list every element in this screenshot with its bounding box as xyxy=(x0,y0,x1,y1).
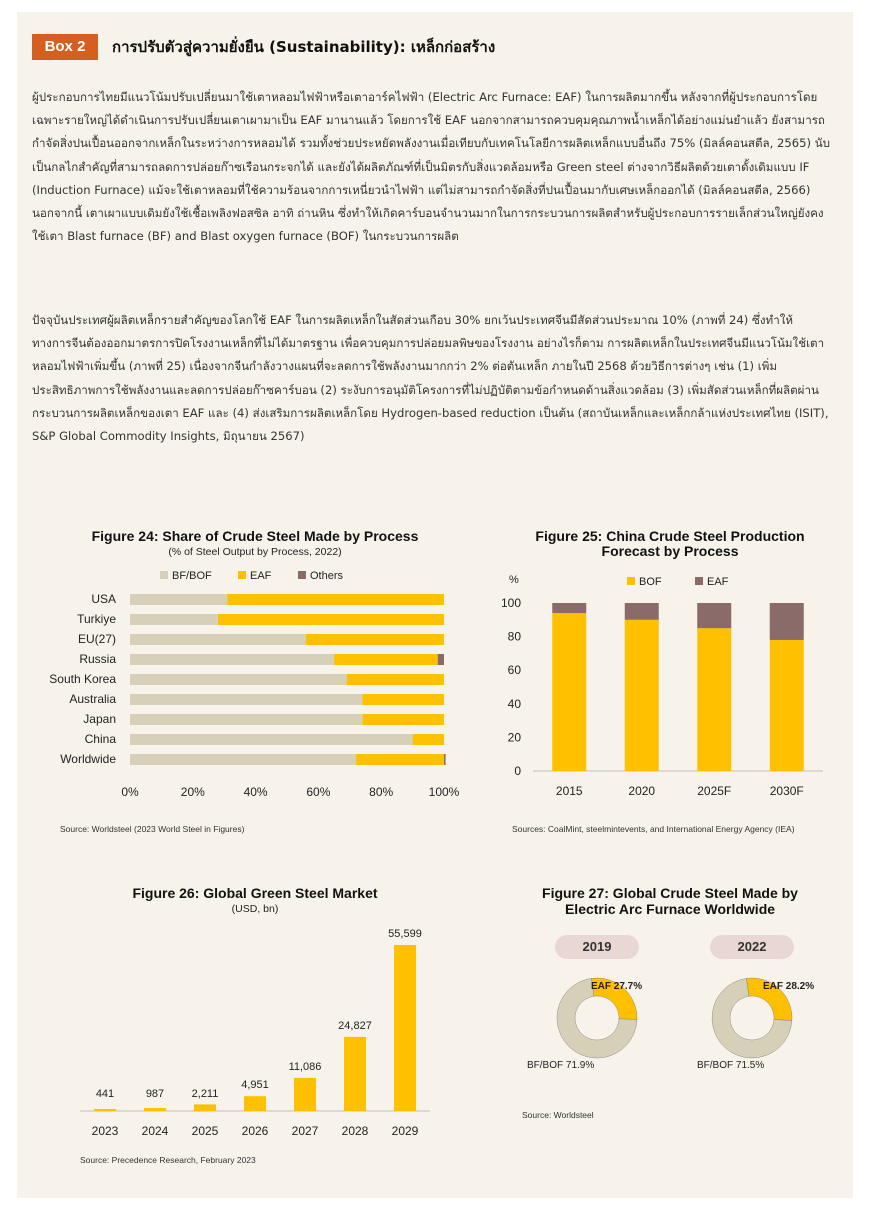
fig26-title: Figure 26: Global Green Steel Market xyxy=(132,885,378,901)
fig25-ytick-60: 60 xyxy=(507,663,521,678)
fig24-bar-worldwide-bf-bof xyxy=(130,754,356,765)
fig25-legend-swatch-eaf xyxy=(695,577,703,585)
fig26-subtitle: (USD, bn) xyxy=(231,903,279,915)
fig24-category-label-russia: Russia xyxy=(79,652,116,666)
fig26-xtick-2026: 2026 xyxy=(241,1124,269,1138)
fig26-bar-2026 xyxy=(244,1096,266,1111)
fig24-legend-swatch-others xyxy=(298,571,306,579)
fig26-source: Source: Precedence Research, February 2023 xyxy=(80,1155,256,1165)
fig26-xtick-2028: 2028 xyxy=(341,1124,369,1138)
fig26-bar-2029 xyxy=(394,945,416,1111)
fig24-bar-china-eaf xyxy=(413,734,444,745)
fig26-data-label-2024: 987 xyxy=(145,1088,165,1100)
fig26-xtick-2029: 2029 xyxy=(391,1124,419,1138)
fig25-xtick-2030f: 2030F xyxy=(769,784,804,798)
fig25-title-line2: Forecast by Process xyxy=(601,543,739,559)
fig24-legend-swatch-bf-bof xyxy=(160,571,168,579)
fig27-title-line2: Electric Arc Furnace Worldwide xyxy=(564,901,776,917)
fig25-chart xyxy=(495,565,840,805)
fig24-bar-australia-bf-bof xyxy=(130,694,362,705)
box-title: การปรับตัวสู่ความยั่งยืน (Sustainability): เหล็กก่อสร้าง xyxy=(112,38,496,56)
fig25-source: Sources: CoalMint, steelmintevents, and International Energy Agency (IEA) xyxy=(512,824,795,834)
fig24-bar-japan-bf-bof xyxy=(130,714,362,725)
fig24-xtick-3: 60% xyxy=(306,785,331,799)
fig25-bar-2015-eaf xyxy=(552,603,586,613)
fig24-source: Source: Worldsteel (2023 World Steel in Figures) xyxy=(60,824,245,834)
fig24-bar-usa-bf-bof xyxy=(130,594,227,605)
fig24-title: Figure 24: Share of Crude Steel Made by Process xyxy=(91,528,419,544)
fig26-bar-2024 xyxy=(144,1108,166,1111)
fig24-category-label-australia: Australia xyxy=(69,692,116,706)
fig24-bar-russia-eaf xyxy=(334,654,438,665)
fig27-2022-eaf-label: EAF 28.2% xyxy=(763,981,815,992)
fig24-bar-australia-eaf xyxy=(362,694,444,705)
fig24-subtitle: (% of Steel Output by Process, 2022) xyxy=(168,546,342,558)
fig26-bar-2028 xyxy=(344,1037,366,1111)
fig25-ylabel: % xyxy=(509,574,519,586)
fig24-bar-worldwide-others xyxy=(444,754,446,765)
fig27-2019-eaf-label: EAF 27.7% xyxy=(591,981,643,992)
fig24-bar-usa-eaf xyxy=(227,594,444,605)
fig26-xtick-2027: 2027 xyxy=(291,1124,319,1138)
fig24-legend-label-others: Others xyxy=(310,570,344,582)
fig26-data-label-2023: 441 xyxy=(95,1088,115,1100)
fig24-xtick-0: 0% xyxy=(121,785,139,799)
fig24-xtick-4: 80% xyxy=(369,785,394,799)
fig26-xtick-2025: 2025 xyxy=(191,1124,219,1138)
fig24-bar-turkiye-eaf xyxy=(218,614,444,625)
fig25-title-line1: Figure 25: China Crude Steel Production xyxy=(535,528,805,544)
fig27-2022-bfbof-label: BF/BOF 71.5% xyxy=(697,1060,765,1071)
fig24-bar-japan-eaf xyxy=(362,714,444,725)
fig24-category-label-japan: Japan xyxy=(83,712,116,726)
fig26-data-label-2029: 55,599 xyxy=(388,928,422,940)
fig25-bar-2025f-eaf xyxy=(697,603,731,628)
fig24-bar-russia-others xyxy=(438,654,444,665)
fig24-legend-swatch-eaf xyxy=(238,571,246,579)
fig24-chart xyxy=(30,562,470,806)
fig25-ytick-0: 0 xyxy=(514,764,521,778)
fig24-category-label-worldwide: Worldwide xyxy=(60,752,116,766)
fig24-legend-label-bf-bof: BF/BOF xyxy=(172,570,212,582)
fig26-data-label-2026: 4,951 xyxy=(241,1079,269,1092)
fig24-bar-south-korea-bf-bof xyxy=(130,674,347,685)
fig25-bar-2020-bof xyxy=(625,620,659,771)
fig25-ytick-100: 100 xyxy=(500,596,521,610)
fig24-bar-russia-bf-bof xyxy=(130,654,334,665)
fig25-bar-2025f-bof xyxy=(697,628,731,771)
fig24-xtick-2: 40% xyxy=(243,785,268,799)
fig25-bar-2030f-bof xyxy=(770,640,804,771)
fig25-xtick-2020: 2020 xyxy=(628,784,656,798)
fig24-category-label-south-korea: South Korea xyxy=(49,672,116,686)
fig25-ytick-80: 80 xyxy=(507,629,521,644)
fig27-2019-bfbof-label: BF/BOF 71.9% xyxy=(527,1060,595,1071)
fig26-bar-2027 xyxy=(294,1078,316,1111)
fig27-title-line1: Figure 27: Global Crude Steel Made by xyxy=(542,885,798,901)
fig24-xtick-5: 100% xyxy=(428,785,460,799)
fig26-xtick-2024: 2024 xyxy=(141,1124,169,1138)
fig26-bar-2023 xyxy=(94,1109,116,1111)
fig24-category-label-usa: USA xyxy=(91,592,116,606)
fig27-source: Source: Worldsteel xyxy=(522,1110,594,1120)
fig25-legend-label-bof: BOF xyxy=(639,576,662,588)
fig25-bar-2020-eaf xyxy=(625,603,659,620)
fig27-year-2019: 2019 xyxy=(555,935,639,959)
fig24-xtick-1: 20% xyxy=(180,785,205,799)
fig24-bar-worldwide-eaf xyxy=(356,754,444,765)
fig24-category-label-china: China xyxy=(84,732,116,746)
fig27-year-2022: 2022 xyxy=(710,935,794,959)
box-tag: Box 2 xyxy=(32,34,98,60)
fig24-bar-south-korea-eaf xyxy=(347,674,444,685)
fig25-legend-swatch-bof xyxy=(627,577,635,585)
paragraph-2: ปัจจุบันประเทศผู้ผลิตเหล็กรายสำคัญของโลกใช้ EAF ในการผลิตเหล็กในสัดส่วนเกือบ 30% ยกเว้นประเทศจีนมีสัดส่วนประมาณ 10% (ภาพที่ 24) ซึ่งทำให้ทางการจีนต้องออกมาตรการปิดโรงงานเหล็กที่ไม่ได้มาตรฐาน เพื่อควบคุมการปล่อยมลพิษของโรงงาน อย่างไรก็ตาม การผลิตเหล็กในประเทศจีนมีแนวโน้มใช้เตาหลอมไฟฟ้าเพิ่มขึ้น (ภาพที่ 25) เนื่องจากจีนกำลังวางแผนที่จะลดการใช้พลังงานมากกว่า 2% ต่อตันเหล็ก ภายในปี 2568 ด้วยวิธีการต่างๆ เช่น (1) เพิ่มประสิทธิภาพการใช้พลังงานและลดการปล่อยก๊าซคาร์บอน (2) ระงับการอนุมัติโครงการที่ไม่ปฏิบัติตามข้อกำหนดด้านสิ่งแวดล้อม (3) เพิ่มสัดส่วนเหล็กที่ผลิตผ่านกระบวนการผลิตเหล็กของเตา EAF และ (4) ส่งเสริมการผลิตเหล็กโดย Hydrogen-based reduction เป็นต้น (สถาบันเหล็กและเหล็กกล้าแห่งประเทศไทย (ISIT), S&P Global Commodity Insights, มิถุนายน 2567) xyxy=(32,313,829,444)
fig26-data-label-2025: 2,211 xyxy=(191,1088,219,1100)
fig25-ytick-20: 20 xyxy=(507,730,521,745)
fig26-data-label-2028: 24,827 xyxy=(338,1019,372,1032)
fig25-ytick-40: 40 xyxy=(507,696,521,711)
fig25-bar-2030f-eaf xyxy=(770,603,804,640)
paragraph-1: ผู้ประกอบการไทยมีแนวโน้มปรับเปลี่ยนมาใช้เตาหลอมไฟฟ้าหรือเตาอาร์คไฟฟ้า (Electric Arc Furnace: EAF) ในการผลิตมากขึ้น หลังจากที่ผู้ประกอบการโดยเฉพาะรายใหญ่ได้ดำเนินการปรับเปลี่ยนเตาเผามาเป็น EAF มานานแล้ว โดยการใช้ EAF นอกจากสามารถควบคุมคุณภาพน้ำเหล็กได้อย่างแม่นยำแล้ว ยังสามารถกำจัดสิ่งปนเปื้อนออกจากเหล็กในระหว่างการหลอมได้ รวมทั้งช่วยประหยัดพลังงานเมื่อเทียบกับเทคโนโลยีการผลิตเหล็กแบบอื่นถึง 75% (มิลล์คอนสตีล, 2565) นับเป็นกลไกสำคัญที่สามารถลดการปล่อยก๊าซเรือนกระจกได้ และยังได้ผลิตภัณฑ์ที่เป็นมิตรกับสิ่งแวดล้อมหรือ Green steel ต่างจากวิธีผลิตด้วยเตาดั้งเดิมแบบ IF (Induction Furnace) แม้จะใช้เตาหลอมที่ใช้ความร้อนจากการเหนี่ยวนำไฟฟ้า แต่ไม่สามารถกำจัดสิ่งที่ปนเปื้อนมากับเศษเหล็กออกได้ (มิลล์คอนสตีล, 2566) นอกจากนี้ เตาเผาแบบเดิมยังใช้เชื้อเพลิงฟอสซิล อาทิ ถ่านหิน ซึ่งทำให้เกิดคาร์บอนจำนวนมากในการกระบวนการผลิตสำหรับผู้ประกอบการรายเล็กส่วนใหญ่ยังคงใช้เตา Blast furnace (BF) and Blast oxygen furnace (BOF) ในกระบวนการผลิต xyxy=(32,90,830,244)
fig26-chart xyxy=(70,915,450,1145)
fig25-xtick-2025f: 2025F xyxy=(697,784,732,798)
fig24-category-label-turkiye: Turkiye xyxy=(77,612,116,626)
fig25-bar-2015-bof xyxy=(552,613,586,771)
fig26-xtick-2023: 2023 xyxy=(91,1124,119,1138)
fig26-data-label-2027: 11,086 xyxy=(288,1060,322,1073)
fig26-bar-2025 xyxy=(194,1104,216,1111)
fig24-bar-turkiye-bf-bof xyxy=(130,614,218,625)
fig24-bar-eu-27-eaf xyxy=(306,634,444,645)
fig25-xtick-2015: 2015 xyxy=(555,784,583,798)
fig24-legend-label-eaf: EAF xyxy=(250,570,272,582)
fig24-category-label-eu-27: EU(27) xyxy=(77,632,116,646)
fig24-bar-china-bf-bof xyxy=(130,734,413,745)
fig25-legend-label-eaf: EAF xyxy=(707,576,729,588)
fig24-bar-eu-27-bf-bof xyxy=(130,634,306,645)
